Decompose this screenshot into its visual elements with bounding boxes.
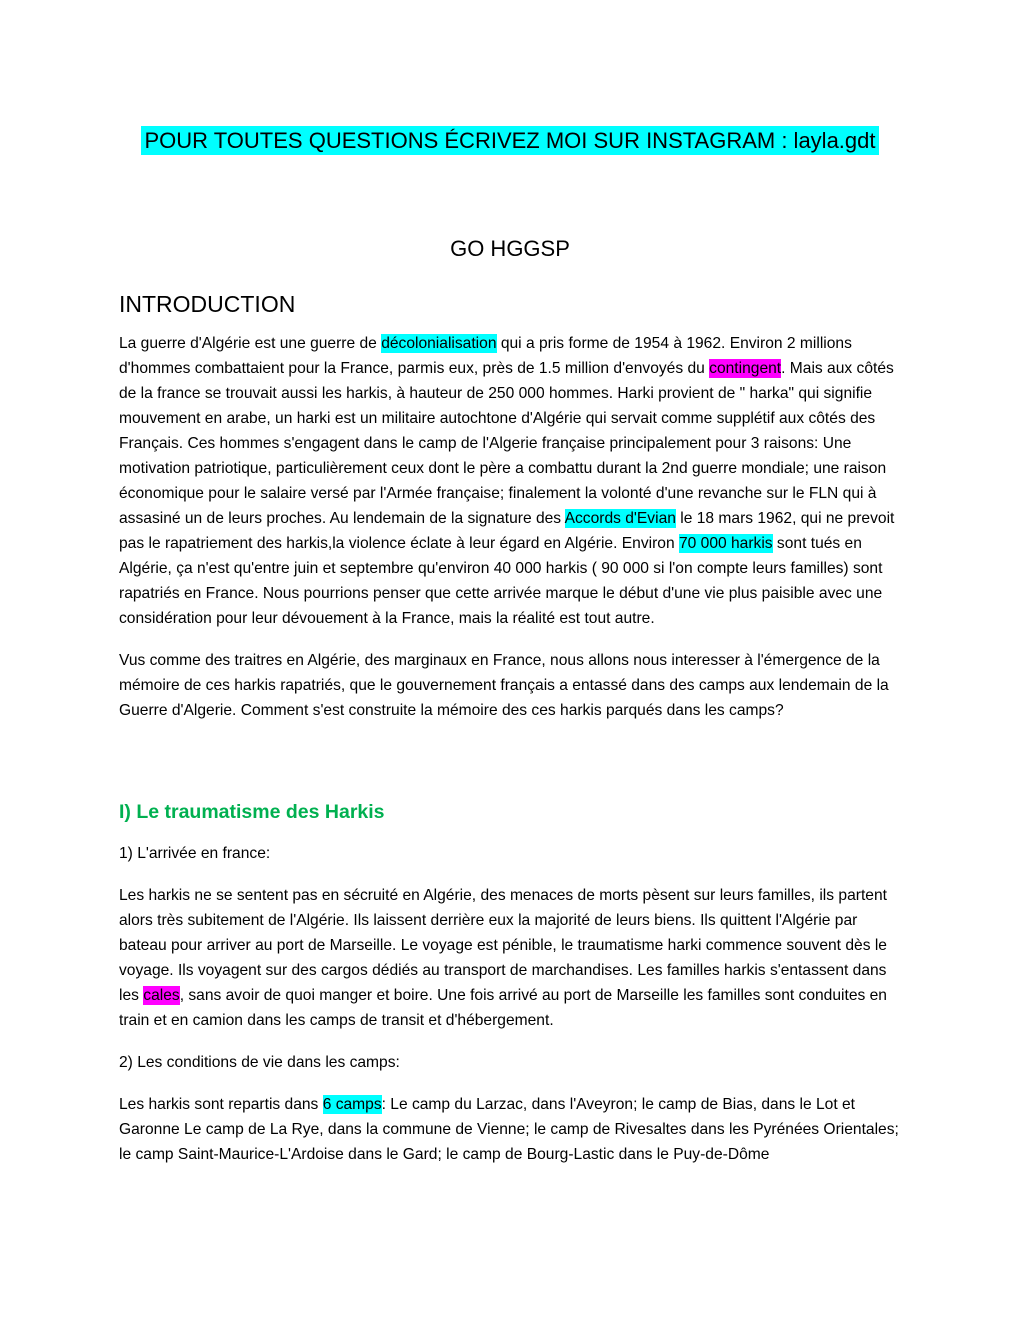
highlight-70000-harkis: 70 000 harkis: [678, 535, 773, 552]
intro-paragraph-2: Vus comme des traitres en Algérie, des marginaux en France, nous allons nous interesser à l'émergence de la mémoire de ces harkis rapatriés, que le gouvernement français a entassé dans des camps aux lendemain de la Guerre d'Algerie. Comment s'est construite la mémoire des ces harkis parqués dans les camps?: [119, 652, 889, 719]
introduction-heading: INTRODUCTION: [119, 291, 296, 317]
intro-paragraph-1: La guerre d'Algérie est une guerre de décolonialisation qui a pris forme de 1954 à 1962. Environ 2 millions d'hommes combattaient pour la France, parmis eux, près de 1.5 million d'envoyés du contingent. Mais aux côtés de la france se trouvait aussi les harkis, à hauteur de 250 000 hommes. Harki provient de " harka" qui signifie mouvement en arabe, un harki est un militaire autochtone d'Algérie qui servait comme supplétif aux côtés des Français. Ces hommes s'engagent dans le camp de l'Algerie française principalement pour 3 raisons: Une motivation patriotique, particulièrement ceux dont le père a combattu durant la 2nd guerre mondiale; une raison économique pour le salaire versé par l'Armée française; finalement la volonté d'une revanche sur le FLN qui à assasiné un de leurs proches. Au lendemain de la signature des Accords d'Evian le 18 mars 1962, qui ne prevoit pas le rapatriement des harkis,la violence éclate à leur égard en Algérie. Environ 70 000 harkis sont tués en Algérie, ça n'est qu'entre juin et septembre qu'environ 40 000 harkis ( 90 000 si l'on compte leurs familles) sont rapatriés en France. Nous pourrions penser que cette arrivée marque le début d'une vie plus paisible avec une considération pour leur dévouement à la France, mais la réalité est tout autre.: [119, 335, 895, 627]
paragraph-arrivee: Les harkis ne se sentent pas en sécruité en Algérie, des menaces de morts pèsent sur leurs familles, ils partent alors très subitement de l'Algérie. Ils laissent derrière eux la majorité de leurs biens. Ils quittent l'Algérie par bateau pour arriver au port de Marseille. Le voyage est pénible, le traumatisme harki commence souvent dès le voyage. Ils voyagent sur des cargos dédiés au transport de marchandises. Les familles harkis s'entassent dans les cales, sans avoir de quoi manger et boire. Une fois arrivé au port de Marseille les familles sont conduites en train et en camion dans les camps de transit et d'hébergement.: [119, 887, 887, 1029]
introduction-body: [119, 331, 909, 740]
highlight-contingent: contingent: [709, 360, 782, 377]
section-1-heading: I) Le traumatisme des Harkis: [119, 801, 385, 823]
banner-highlight: POUR TOUTES QUESTIONS ÉCRIVEZ MOI SUR INSTAGRAM : layla.gdt: [141, 126, 878, 155]
subject-title: GO HGGSP: [450, 236, 570, 261]
paragraph-camps: Les harkis sont repartis dans 6 camps: Le camp du Larzac, dans l'Aveyron; le camp de Bias, dans le Lot et Garonne Le camp de La Rye, dans la commune de Vienne; le camp de Rivesaltes dans les Pyrénées Orientales; le camp Saint-Maurice-L'Ardoise dans le Gard; le camp de Bourg-Lastic dans le Puy-de-Dôme: [119, 1096, 899, 1163]
highlight-decolonialisation: décolonialisation: [381, 335, 497, 352]
subheading-arrivee: 1) L'arrivée en france:: [119, 845, 271, 862]
highlight-6-camps: 6 camps: [322, 1096, 382, 1113]
instagram-banner: [0, 124, 1020, 158]
highlight-cales: cales: [143, 987, 180, 1004]
section-1-body: [119, 841, 909, 1184]
subheading-conditions: 2) Les conditions de vie dans les camps:: [119, 1054, 400, 1071]
highlight-accords-evian: Accords d'Evian: [564, 510, 676, 527]
